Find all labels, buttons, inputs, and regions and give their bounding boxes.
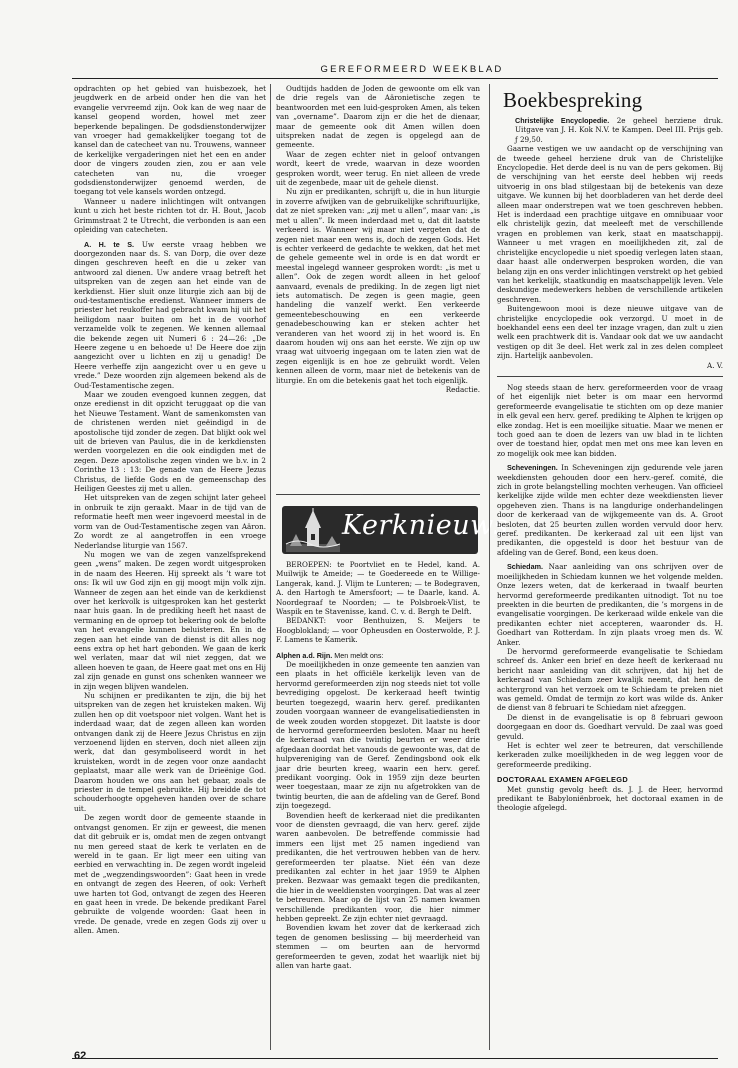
- schiedam-title: Schiedam.: [507, 562, 543, 572]
- scheveningen-paragraph: [497, 463, 723, 557]
- bottom-rule: [72, 1058, 718, 1059]
- schiedam-paragraph: [497, 562, 723, 647]
- paragraph: Het uitspreken van de zegen schijnt later geheel in onbruik te zijn geraakt. Maar in de tijd van de reformatie heeft men weer ingevoerd meestal in de vorm van de Oud-Testamentische zegen van Aäron. Zo wordt ze al aangetroffen in een vroege Nederlandse liturgie van 1567.: [74, 493, 266, 550]
- paragraph: Met gunstig gevolg heeft ds. J. J. de Heer, hervormd predikant te Babyloniënbroek, het doctoraal examen in de theologie afgelegd.: [497, 784, 723, 813]
- alphen-subtitle: Men meldt ons:: [332, 650, 384, 660]
- paragraph: Bovendien heeft de kerkeraad niet die predikanten voor de diensten gevraagd, die van herv. geref. zijde waren aanbevolen. De betreffende commissie had immers een lijst met 25 namen ingediend van predikanten, die het vertrouwen hebben van de herv. gereformeerden ter plaatse. Niet één van deze predikanten zal echter in het jaar 1959 te Alphen preken. Bezwaar was gemaakt tegen die predikanten, die hier in de weeldiensten voorgingen. Dat was al zeer te betreuren. Maar op de lijst van 25 namen kwamen verschillende predikanten voor, die hier nimmer hebben gepreekt. Ze zijn echter niet gevraagd.: [276, 810, 480, 924]
- section-divider: [497, 376, 723, 377]
- beroepen-text: te Poortvliet en te Hedel, kand. A. Muilwijk te Ameide; — te Goedereede en te Willige-Langerak, kand. J. Vlijm te Lunteren; — te Bodegraven, A. den Hartogh te Amersfoort; — te Daarle, kand. A. Noordegraaf te Noorden; — te Polsbroek-Vlist, te Waspik en te Stavenisse, kand. C. v. d. Bergh te Delft.: [276, 560, 480, 617]
- beroepen-paragraph: [276, 560, 480, 616]
- paragraph: Nog steeds staan de herv. gereformeerden voor de vraag of het eigenlijk niet beter is om maar een hervormd gereformeerde evangelisatie te stichten om op deze manier in elk geval een herv. geref. prediking te Alphen te krijgen op elke zondag. Het is een moeilijke situatie. Maar we menen er toch goed aan te doen de lezers van uw blad in te lichten over de toestand hier, opdat men met ons mee kan leven en zo mogelijk ook mee kan bidden.: [497, 382, 723, 458]
- book-heading: [497, 116, 723, 144]
- kerknieuws-title: Kerknieuws: [342, 510, 509, 541]
- paragraph: Wanneer u nadere inlichtingen wilt ontvangen kunt u zich het beste richten tot dr. H. Bout, Jacob Grimmstraat 2 te Utrecht, die verbonden is aan een opleiding van catecheten.: [74, 196, 266, 235]
- paragraph: De hervormd gereformeerde evangelisatie te Schiedam schreef ds. Anker een brief en deze heeft de kerkeraad nu bericht naar aanleiding van dit schrijven, dat hij het de kerkeraad van Schiedam zeer kwalijk neemt, dat hem de achtergrond van het verzoek om te Schiedam te preken niet was gemeld. Omdat de termijn zo kort was wilde ds. Anker de dienst van 8 februari te Schiedam niet afzeggen.: [497, 646, 723, 713]
- paragraph: Oudtijds hadden de Joden de gewoonte om elk van de drie regels van de Aäronietische zegen te beantwoorden met een luid-gesproken Amen, als teken van „overname”. Daarom zijn er die het de dienaar, maar de gemeente ook dit Amen willen doen uitspreken nadat de zegen is opgelegd aan de gemeente.: [276, 84, 480, 150]
- alphen-heading: [276, 651, 480, 660]
- paragraph: Maar we zouden evengoed kunnen zeggen, dat onze eredienst in dit opzicht teruggaat op die van het Nieuwe Testament. Want de samenkomsten van de christenen werden niet geëindigd in de apostolische tijd zonder de zegen. Dat blijkt ook wel uit de brieven van Paulus, die in de kerkdiensten werden voorgelezen en die ook eindigden met de zegen. Deze apostolische zegen vinden we b.v. in 2 Corinthe 13 : 13: De genade van de Heere Jezus Christus, de liefde Gods en de gemeenschap des Heiligen Geestes zij met u allen.: [74, 390, 266, 494]
- paragraph: Nu mogen we van de zegen vanzelfsprekend geen „wens” maken. De zegen wordt uitgesproken in de naam des Heeren. Hij spreekt als ’t ware tot ons: Ik wil uw God zijn en gij moogt mijn volk zijn. Wanneer de zegen aan het einde van de kerkdienst over het kerkvolk is uitgesproken kan het gesterkt naar huis gaan. In de prediking heeft het naast de vermaning en de oproep tot bekering ook de belofte van het evangelie kunnen beluisteren. En in de zegen aan het einde van de dienst is dit alles nog eens extra op het hart gebonden. We gaan de kerk wel verlaten, maar dat wil niet zeggen, dat we alleen hoeven te gaan, de Heere gaat met ons en Hij zal zijn genade en gunst ons schenken wanneer we in zijn wegen blijven wandelen.: [74, 549, 266, 691]
- column-2-kerknieuws: [276, 560, 480, 1060]
- paragraph: Het is echter wel zeer te betreuren, dat verschillende kerkeraden zulke moeilijkheden in de weg leggen voor de gereformeerde prediking.: [497, 741, 723, 769]
- column-3: [497, 84, 723, 1034]
- review-heading: Boekbespreking: [503, 88, 643, 112]
- column-separator: [270, 84, 271, 1050]
- section-divider: [276, 494, 480, 495]
- page-number: 62: [74, 1050, 87, 1062]
- paragraph: De zegen wordt door de gemeente staande in ontvangst genomen. Er zijn er geweest, die menen dat dit gebruik er is, omdat men de zegen ontvangt nu men gereed staat de kerk te verlaten en de wereld in te gaan. Er ligt meer een uiting van eerbied en verwachting in. De zegen wordt ingeleid met de „wegzendingswoorden”: Gaat heen in vrede en ontvangt de zegen des Heeren, of ook: Verheft uwe harten tot God, ontvangt de zegen des Heeren en gaat heen in vrede. De bekende predikant Farel gebruikte de volgende woorden: Gaat heen in vrede. De genade, vrede en zegen Gods zij over u allen. Amen.: [74, 813, 266, 936]
- scheveningen-title: Scheveningen.: [507, 463, 558, 473]
- beroepen-label: BEROEPEN:: [286, 560, 332, 569]
- review-signature: A. V.: [707, 360, 723, 370]
- paragraph: Bovendien kwam het zover dat de kerkeraad zich tegen de genomen beslissing — bij meerderheid van stemmen — om beurten aan de hervormd gereformeerden te geven, zodat het waarlijk niet bij allen van harte gaat.: [276, 923, 480, 971]
- paragraph: opdrachten op het gebied van huisbezoek, het jeugdwerk en de arbeid onder hen die van het evangelie vervreemd zijn. Ook kan de weg naar de kansel geopend worden, howel met zeer beperkende bepalingen. De godsdienstonderwijzer van vroeger had gemakkelijker toegang tot de kansel dan de catecheet van nu. Trouwens, wanneer de kerkelijke vergaderingen niet het een en ander door de vingers zouden zien, zou er aan vele catecheten van nu, die vroeger godsdienstonderwijzer genoemd werden, de toegang tot vele kansels worden ontzegd.: [74, 84, 266, 197]
- paragraph: Gaarne vestigen we uw aandacht op de verschijning van de tweede geheel herziene druk van de Christelijke Encyclopedie. Het derde deel is nu van de pers gekomen. Bij de verschijning van het eerste deel hebben wij reeds uitvoerig in ons blad stilgestaan bij de betekenis van deze uitgave. We kunnen bij het doorbladeren van het derde deel alleen maar onderstrepen wat we toen geschreven hebben. Het is inderdaad een prachtige uitgave en omnibuaar voor elk christelijk gezin, dat meeleeft met de verschillende vragen en problemen van kerk, staat en maatschappij. Wanneer u met vragen en moeilijkheden zit, zal de christelijke encyclopedie u niet spoedig verlegen laten staan, daar haast alle onderwerpen besproken worden, die van belang zijn en ons verder inlichtingen verstrekt op het gebied van het kerkelijk, staatkundig en maatschappelijk leven. Vele deskundige medewerkers hebben de verschillende artikelen geschreven.: [497, 144, 723, 304]
- masthead: GEREFORMEERD WEEKBLAD: [320, 64, 504, 75]
- alphen-title: Alphen a.d. Rijn.: [276, 650, 333, 660]
- paragraph: De moeilijkheden in onze gemeente ten aanzien van een plaats in het officiële kerkelijk leven van de hervormd gereformeerden zijn nog steeds niet tot volle bevrediging opgelost. De kerkeraad heeft twintig beurten toegezegd, waarin herv. geref. predikanten zouden voorgaan wanneer de evangelisatiediensten in de week zouden worden stopgezet. Dit laatste is door de hervormd gereformeerden besloten. Maar nu heeft de kerkeraad van die twintig beurten er weer drie afgedaan doordat het vanouds de gewoonte was, dat de hulpvereniging van de Geref. Zendingsbond ook elk jaar drie beurten kreeg, waarin een herv. geref. predikant voorging. Ook in 1959 zijn deze beurten weer toegestaan, maar ze zijn nu afgetrokken van de twintig beurten, die aan de afdeling van de Geref. Bond zijn toegezegd.: [276, 660, 480, 811]
- signature: Redactie.: [445, 385, 480, 394]
- top-rule: [72, 78, 718, 79]
- paragraph: De dienst in de evangelisatie is op 8 februari gewoon doorgegaan en door ds. Goedhart vervuld. De zaal was goed gevuld.: [497, 712, 723, 741]
- column-separator: [489, 84, 490, 1050]
- bedankt-text: voor Benthuizen, S. Meijers te Hoogblokland; — voor Opheusden en Oosterwolde, P. J. F. Lamens te Kamerik.: [276, 616, 480, 645]
- reader-question: [74, 240, 266, 391]
- bedankt-paragraph: [276, 616, 480, 644]
- church-tower-icon: [286, 508, 340, 552]
- column-1: [74, 84, 266, 1050]
- paragraph: Nu schijnen er predikanten te zijn, die bij het uitspreken van de zegen het kruisteken maken. Wij zullen hen op dit voetspoor niet volgen. Want het is inderdaad waar, dat de zegen alleen kan worden ontvangen dank zij de Heere Jezus Christus en zijn verzoenend lijden en sterven, doch niet alleen zijn werk, dat dan gesymboliseerd wordt in het kruisteken, wordt in de zegen voor onze aandacht geplaatst, maar alle werk van de Drieënige God. Daarom houden we ons aan het gebaar, zoals de priester in de tempel gebruikte. Hij breidde de tot schouderhoogte opgeheven handen over de schare uit.: [74, 691, 266, 813]
- kerknieuws-banner: [282, 506, 509, 554]
- bedankt-label: BEDANKT:: [286, 616, 327, 626]
- paragraph: Buitengewoon mooi is deze nieuwe uitgave van de christelijke encyclopedie ook verzorgd. U moet in de boekhandel eens een deel ter inzage vragen, dan zult u zien welk een prachtwerk dit is. Vandaar ook dat we uw aandacht vestigen op dit 3e deel. Het werk zal in zes delen compleet zijn. Hartelijk aanbevolen.: [497, 304, 723, 361]
- paragraph: Nu zijn er predikanten, schrijft u, die in hun liturgie in zoverre afwijken van de gebruikelijke schriftuurlijke, dat ze niet spreken van: „zij met u allen”, maar van: „is met u allen”. Ik meen inderdaad met u, dat dit laatste verkeerd is. Wanneer wij maar niet vergeten dat de zegen niet maar een wens is, doch de zegen Gods. Het is echter verkeerd de gedachte te wekken, dat het met de gehele gemeente wel in orde is en dat wordt er meestal ingelegd wanneer gesproken wordt: „is met u allen”. Ook de zegen wordt alleen in het geloof aanvaard, evenals de prediking. In de zegen ligt niet iets automatisch. De zegen is geen magie, geen handeling die vanzelf werkt. Een verkeerde gemeentebeschouwing en een verkeerde genadebeschouwing kan er steken achter het veranderen van het woord zij in het woord is. En daarom houden wij ons aan het eerste. We zijn op uw vraag wat uitvoerig ingegaan om te laten zien wat de zegen eigenlijk is en hoe ze gebruikt wordt. Velen kennen alleen de vorm, maar niet de betekenis van de liturgie. En om die betekenis gaat het toch eigenlijk.: [276, 187, 480, 385]
- reader-initials: A. H. te S.: [84, 239, 135, 249]
- book-meta: 2e geheel herziene druk. Uitgave van J. H. Kok N.V. te Kampen. Deel III. Prijs geb. ƒ 29,50.: [515, 116, 723, 144]
- paragraph: Waar de zegen echter niet in geloof ontvangen wordt, keert de vrede, waarvan in deze woorden gesproken wordt, weer terug. En niet alleen de vrede uit de zegenbede, maar uit de gehele dienst.: [276, 149, 480, 188]
- paragraph-text: Uw eerste vraag hebben we doorgezonden naar ds. S. van Dorp, die over deze dingen geschreven heeft en die u zeker van antwoord zal dienen. Uw andere vraag betreft het uitspreken van de zegen aan het einde van de kerkdienst. Hier sluit onze liturgie zich aan bij de oud-testamentische eredienst. Wanneer immers de priester het reukoffer had gebracht kwam hij uit het heiligdom naar buiten om het in de voorhof verzamelde volk te zegenen. We kennen allemaal die bekende zegen uit Numeri 6 : 24—26: „De Heere zegene u en behoede u! De Heere doe zijn aangezicht over u lichten en zij u genadig! De Heere verheffe zijn aangezicht over u en geve u vrede.” Deze woorden zijn algemeen bekend als de Oud-Testamentische zegen.: [74, 239, 266, 390]
- paragraph-text: In Scheveningen zijn gedurende vele jaren weekdiensten gehouden door een herv.-geref. comité, die zich in grote belangstelling mochten verheugen. Van officieel kerkelijke zijde wilde men echter deze weekdiensten liever opgeheven zien. Thans is na langdurige onderhandelingen door de kerkeraad van de wijkgemeente van ds. A. Groot besloten, dat 25 beurten zullen worden vervuld door herv. geref. predikanten. De kerkeraad zal uit een lijst van predikanten, die opgesteld is door het bestuur van de afdeling van de Geref. Bond, een keus doen.: [497, 463, 723, 557]
- column-2: [276, 84, 480, 488]
- paragraph-text: Naar aanleiding van ons schrijven over de moeilijkheden in Schiedam kunnen we het volgende melden. Onze lezers weten, dat de kerkeraad in twaalf beurten hervormd gereformeerde predikanten uitnodigt. Tot nu toe preekten in die beurten de predikanten, die ’s morgens in de evangelisatie voorgingen. De kerkeraad wilde enkele van die predikanten echter niet accepteren, waaronder ds. H. Goedhart van Rotterdam. In zijn plaats vroeg men ds. W. Anker.: [497, 562, 723, 647]
- book-title: Christelijke Encyclopedie.: [515, 116, 610, 125]
- doctoraal-heading: DOCTORAAL EXAMEN AFGELEGD: [497, 775, 628, 785]
